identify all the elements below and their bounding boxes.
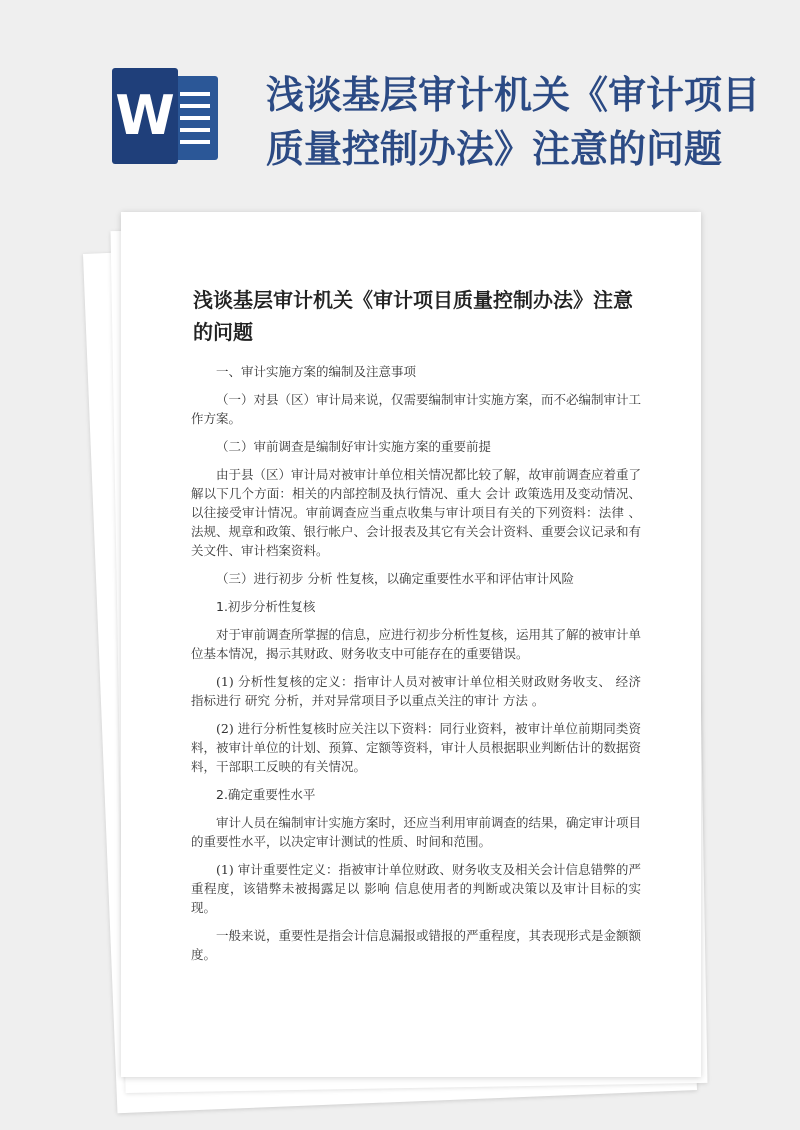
page-title	[266, 68, 766, 176]
paragraph: 对于审前调查所掌握的信息，应进行初步分析性复核，运用其了解的被审计单位基本情况，揭示其财政、财务收支中可能存在的重要错误。	[191, 627, 642, 661]
subsection-heading: （二）审前调查是编制好审计实施方案的重要前提	[216, 439, 492, 454]
page-header	[0, 0, 800, 210]
page-title-line-2: 质量控制办法》注意的问题	[266, 126, 723, 171]
paragraph: （一）对县（区）审计局来说，仅需要编制审计实施方案，而不必编制审计工作方案。	[191, 392, 642, 426]
paragraph: (1) 审计重要性定义：指被审计单位财政、财务收支及相关会计信息错弊的严重程度，该错弊未被揭露足以 影响 信息使用者的判断或决策以及审计目标的实现。	[191, 862, 641, 915]
word-document-icon	[112, 68, 220, 164]
document-body	[191, 362, 641, 973]
section-heading: 一、审计实施方案的编制及注意事项	[216, 364, 417, 379]
paragraph: 一般来说，重要性是指会计信息漏报或错报的严重程度，其表现形式是金额额度。	[191, 928, 642, 962]
numbered-heading: 1.初步分析性复核	[216, 599, 316, 614]
numbered-heading: 2.确定重要性水平	[216, 787, 316, 802]
paragraph: (1) 分析性复核的定义：指审计人员对被审计单位相关财政财务收支、 经济 指标进行 研究 分析，并对异常项目予以重点关注的审计 方法 。	[191, 674, 641, 708]
paragraph: 由于县（区）审计局对被审计单位相关情况都比较了解，故审前调查应着重了解以下几个方面：相关的内部控制及执行情况、重大 会计 政策选用及变动情况、以往接受审计情况。审前调查应当重点收集与审计项目有关的下列资料：法律 、法规、规章和政策、银行帐户、会计报表及其它有关会计资料、重要会议记录和有关文件、审计档案资料。	[191, 467, 642, 558]
subsection-heading: （三）进行初步 分析 性复核，以确定重要性水平和评估审计风险	[216, 571, 574, 586]
word-letter-badge: W	[112, 68, 178, 164]
paragraph: (2) 进行分析性复核时应关注以下资料：同行业资料，被审计单位前期同类资料，被审计单位的计划、预算、定额等资料，审计人员根据职业判断估计的数据资料，干部职工反映的有关情况。	[191, 721, 642, 774]
document-title: 浅谈基层审计机关《审计项目质量控制办法》注意的问题	[193, 288, 633, 344]
document-page	[121, 212, 701, 1077]
page-title-line-1: 浅谈基层审计机关《审计项目	[266, 72, 761, 117]
paragraph: 审计人员在编制审计实施方案时，还应当利用审前调查的结果，确定审计项目的重要性水平，以决定审计测试的性质、时间和范围。	[191, 815, 642, 849]
